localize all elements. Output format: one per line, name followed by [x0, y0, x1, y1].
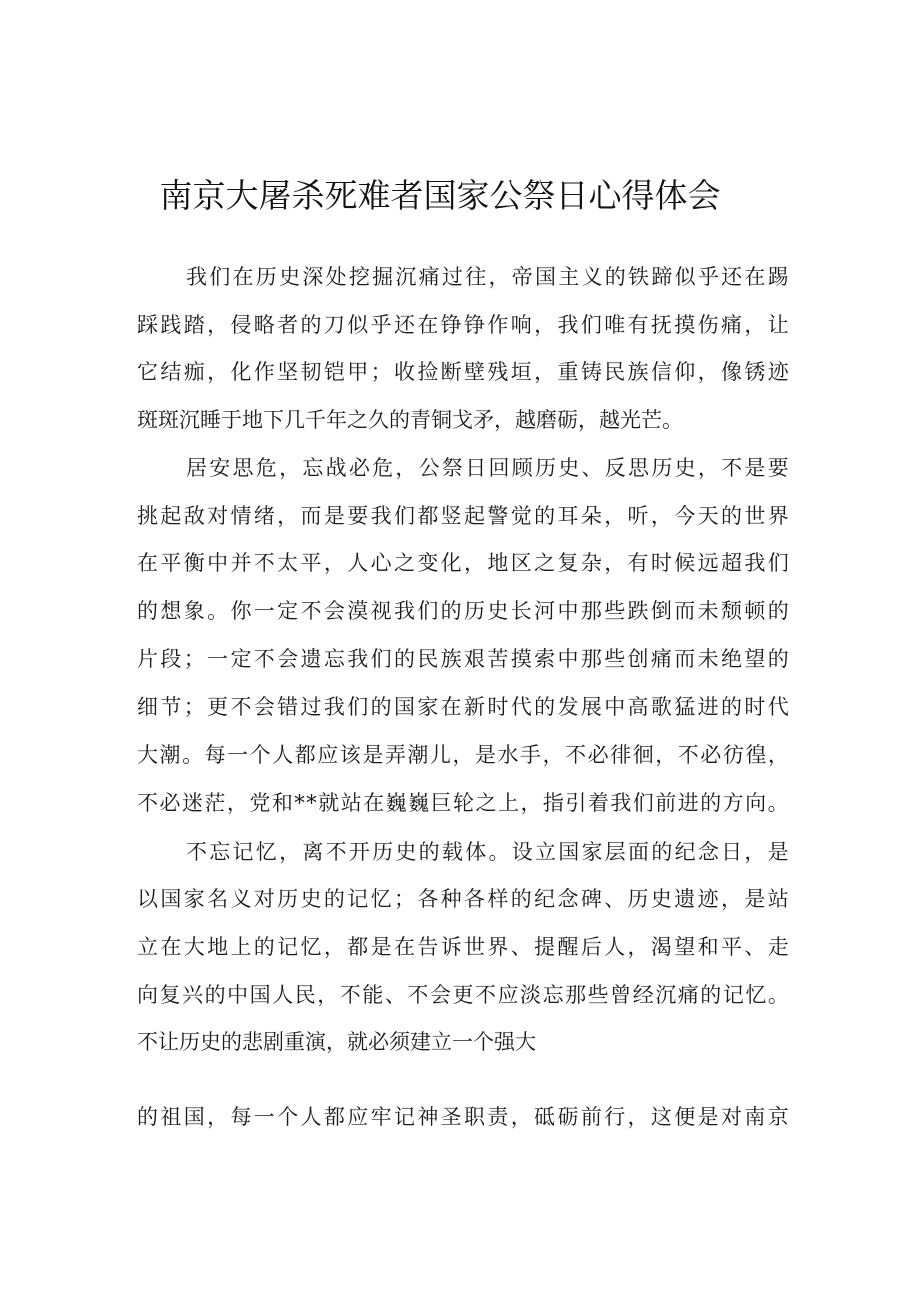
page-title: 南京大屠杀死难者国家公祭日心得体会	[159, 176, 721, 215]
text-line: 我 们 在 历 史 深 处 挖 掘 沉 痛 过 往 ， 帝 国 主 义 的 铁 蹄 似 乎 还 在 踢	[186, 265, 789, 289]
text-line: 立 在 大 地 上 的 记 忆 ， 都 是 在 告 诉 世 界 、 提 醒 后 人 ， 渴 望 和 平 、 走	[137, 935, 789, 959]
text-line: 踩 践 踏 ， 侵 略 者 的 刀 似 乎 还 在 铮 铮 作 响 ， 我 们 唯 有 抚 摸 伤 痛 ， 让	[137, 313, 789, 337]
text-line: 的 祖 国 ， 每 一 个 人 都 应 牢 记 神 圣 职 责 ， 砥 砺 前 行 ， 这 便 是 对 南 京	[137, 1105, 789, 1129]
text-line: 以 国 家 名 义 对 历 史 的 记 忆 ； 各 种 各 样 的 纪 念 碑 、 历 史 遗 迹 ， 是 站	[137, 887, 789, 911]
text-line: 大 潮 。 每 一 个 人 都 应 该 是 弄 潮 儿 ， 是 水 手 ， 不 必 徘 徊 ， 不 必 彷 徨 ，	[137, 743, 789, 767]
text-line: 不 忘 记 忆 ， 离 不 开 历 史 的 载 体 。 设 立 国 家 层 面 的 纪 念 日 ， 是	[186, 840, 789, 864]
text-line: 的 想 象 。 你 一 定 不 会 漠 视 我 们 的 历 史 长 河 中 那 些 跌 倒 而 未 颓 顿 的	[137, 599, 789, 623]
text-line: 斑斑沉睡于地下几千年之久的青铜戈矛，越磨砺，越光芒。	[137, 408, 683, 432]
text-line: 向 复 兴 的 中 国 人 民 ， 不 能 、 不 会 更 不 应 淡 忘 那 些 曾 经 沉 痛 的 记 忆 。	[137, 983, 789, 1007]
text-line: 片 段 ； 一 定 不 会 遗 忘 我 们 的 民 族 艰 苦 摸 索 中 那 些 创 痛 而 未 绝 望 的	[137, 647, 789, 671]
text-line: 居 安 思 危 ， 忘 战 必 危 ， 公 祭 日 回 顾 历 史 、 反 思 历 史 ， 不 是 要	[186, 456, 789, 480]
text-line: 不让历史的悲剧重演，就必须建立一个强大	[137, 1030, 536, 1054]
text-line: 细 节 ； 更 不 会 错 过 我 们 的 国 家 在 新 时 代 的 发 展 中 高 歌 猛 进 的 时 代	[137, 695, 789, 719]
text-line: 挑 起 敌 对 情 绪 ， 而 是 要 我 们 都 竖 起 警 觉 的 耳 朵 ， 听 ， 今 天 的 世 界	[137, 504, 789, 528]
text-line: 不 必 迷 茫 ， 党 和 * * 就 站 在 巍 巍 巨 轮 之 上 ， 指 引 着 我 们 前 进 的 方 向 。	[137, 791, 789, 815]
text-line: 它 结 痂 ， 化 作 坚 韧 铠 甲 ； 收 捡 断 壁 残 垣 ， 重 铸 民 族 信 仰 ， 像 锈 迹	[137, 360, 789, 384]
text-line: 在 平 衡 中 并 不 太 平 ， 人 心 之 变 化 ， 地 区 之 复 杂 ， 有 时 候 远 超 我 们	[137, 551, 789, 575]
